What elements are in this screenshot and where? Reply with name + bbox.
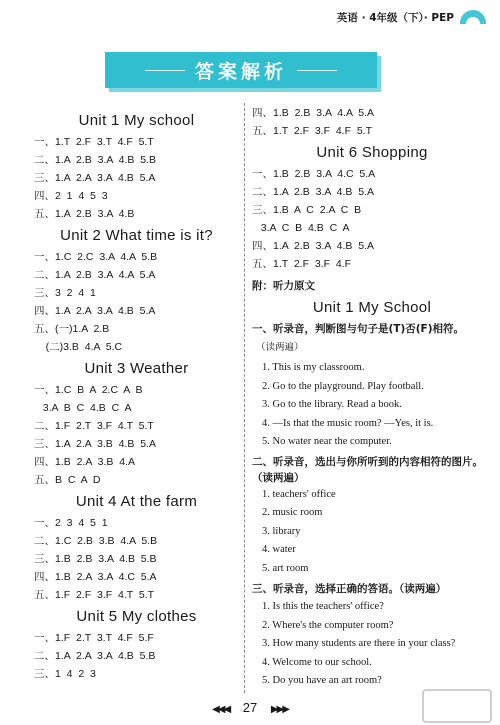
listening-item: 3. How many students are there in your class? — [262, 638, 456, 649]
listening-item: 2. Go to the playground. Play football. — [262, 380, 424, 392]
listening-item: 3. Go to the library. Read a book. — [262, 399, 402, 410]
section-3-heading: 三、听录音，选择正确的答语。（读两遍） — [252, 583, 447, 595]
answer-line: (二)3.B 4.A 5.C — [34, 341, 123, 353]
answer-line: 三、1.A 2.A 3.A 4.B 5.A — [34, 172, 156, 184]
answer-line: 3.A C B 4.B C A — [252, 222, 350, 234]
listening-item: 5. art room — [262, 562, 309, 574]
section-1-note: （读两遍） — [256, 342, 304, 353]
column-divider — [244, 103, 245, 693]
prev-arrows-icon: ◀◀◀ — [212, 704, 230, 715]
listening-item: 4. —Is that the music room? —Yes, it is. — [262, 417, 434, 429]
listening-item: 5. Do you have an art room? — [262, 675, 382, 686]
unit-1-title: Unit 1 My school — [78, 112, 195, 129]
answer-line: 四、2 1 4 5 3 — [34, 190, 108, 202]
listening-item: 1. Is this the teachers' office? — [262, 601, 384, 612]
answer-line: 二、1.C 2.B 3.B 4.A 5.B — [34, 535, 158, 547]
answer-line: 四、1.B 2.A 3.B 4.A — [34, 456, 135, 468]
left-column — [34, 108, 239, 683]
answer-line: 三、1 4 2 3 — [34, 668, 96, 680]
listening-unit-title: Unit 1 My School — [312, 299, 432, 316]
section-banner — [105, 52, 377, 88]
answer-line: 一、1.B 2.B 3.A 4.C 5.A — [252, 168, 376, 180]
next-arrows-icon: ▶▶▶ — [270, 704, 288, 715]
unit-3-title: Unit 3 Weather — [84, 360, 189, 377]
right-column — [252, 104, 492, 691]
listening-item: 5. No water near the computer. — [262, 436, 392, 447]
answer-line: 一、1.C 2.C 3.A 4.A 5.B — [34, 251, 158, 263]
unit-5-title: Unit 5 My clothes — [76, 608, 197, 625]
answer-line: 二、1.A 2.A 3.A 4.B 5.B — [34, 650, 156, 662]
answer-line: 二、1.A 2.B 3.A 4.B 5.B — [34, 154, 156, 166]
answer-line: 五、1.F 2.F 3.F 4.T 5.T — [34, 589, 155, 601]
answer-line: 二、1.F 2.T 3.F 4.T 5.T — [34, 420, 154, 432]
banner-line-right — [297, 70, 337, 71]
listening-item: 1. teachers' office — [262, 488, 336, 500]
answer-line: 四、1.B 2.B 3.A 4.A 5.A — [252, 107, 374, 119]
answer-line: 四、1.A 2.A 3.A 4.B 5.A — [34, 305, 156, 317]
answer-line: 四、1.B 2.A 3.A 4.C 5.A — [34, 571, 157, 583]
unit-6-title: Unit 6 Shopping — [316, 144, 428, 161]
listening-item: 4. Welcome to our school. — [262, 656, 372, 668]
answer-line: 三、1.B A C 2.A C B — [252, 204, 362, 216]
answer-line: 三、1.B 2.B 3.A 4.B 5.B — [34, 553, 157, 565]
section-2-heading: 二、听录音，选出与你所听到的内容相符的图片。（读两遍） — [252, 455, 483, 484]
listening-item: 1. This is my classroom. — [262, 362, 365, 373]
answer-line: 五、(一)1.A 2.B — [34, 323, 110, 335]
listening-item: 4. water — [262, 544, 296, 555]
answer-line: 一、1.F 2.T 3.T 4.F 5.F — [34, 632, 154, 644]
banner-title: 答案解析 — [194, 60, 287, 83]
answer-line: 五、1.T 2.F 3.F 4.F — [252, 258, 351, 270]
listening-item: 2. Where's the computer room? — [262, 619, 394, 631]
section-1-heading: 一、听录音，判断图与句子是(T)否(F)相符。 — [252, 323, 465, 335]
answer-line: 五、1.A 2.B 3.A 4.B — [34, 208, 135, 220]
appendix-label: 附：听力原文 — [252, 280, 315, 292]
answer-line: 一、2 3 4 5 1 — [34, 517, 108, 529]
page-header — [337, 6, 486, 28]
listening-item: 2. music room — [262, 507, 323, 518]
answer-line: 一、1.T 2.F 3.T 4.F 5.T — [34, 136, 154, 148]
page-number: 27 — [242, 700, 258, 715]
unit-4-title: Unit 4 At the farm — [75, 493, 198, 510]
banner-line-left — [145, 70, 185, 71]
banner-box — [105, 52, 377, 88]
unit-2-title: Unit 2 What time is it? — [60, 227, 213, 244]
watermark-logo — [422, 689, 492, 723]
answer-line: 三、1.A 2.A 3.B 4.B 5.A — [34, 438, 156, 450]
answer-line: 三、3 2 4 1 — [34, 287, 96, 299]
header-label: 英语 · 4年级（下）· PEP — [336, 11, 454, 24]
answer-line: 五、B C A D — [34, 474, 101, 486]
answer-line: 二、1.A 2.B 3.A 4.B 5.A — [252, 186, 374, 198]
answer-line: 四、1.A 2.B 3.A 4.B 5.A — [252, 240, 374, 252]
answer-line: 3.A B C 4.B C A — [34, 402, 132, 414]
listening-item: 3. library — [262, 525, 301, 537]
brand-logo-icon — [460, 10, 486, 24]
answer-line: 一、1.C B A 2.C A B — [34, 384, 143, 396]
answer-line: 二、1.A 2.B 3.A 4.A 5.A — [34, 269, 156, 281]
answer-line: 五、1.T 2.F 3.F 4.F 5.T — [252, 125, 373, 137]
